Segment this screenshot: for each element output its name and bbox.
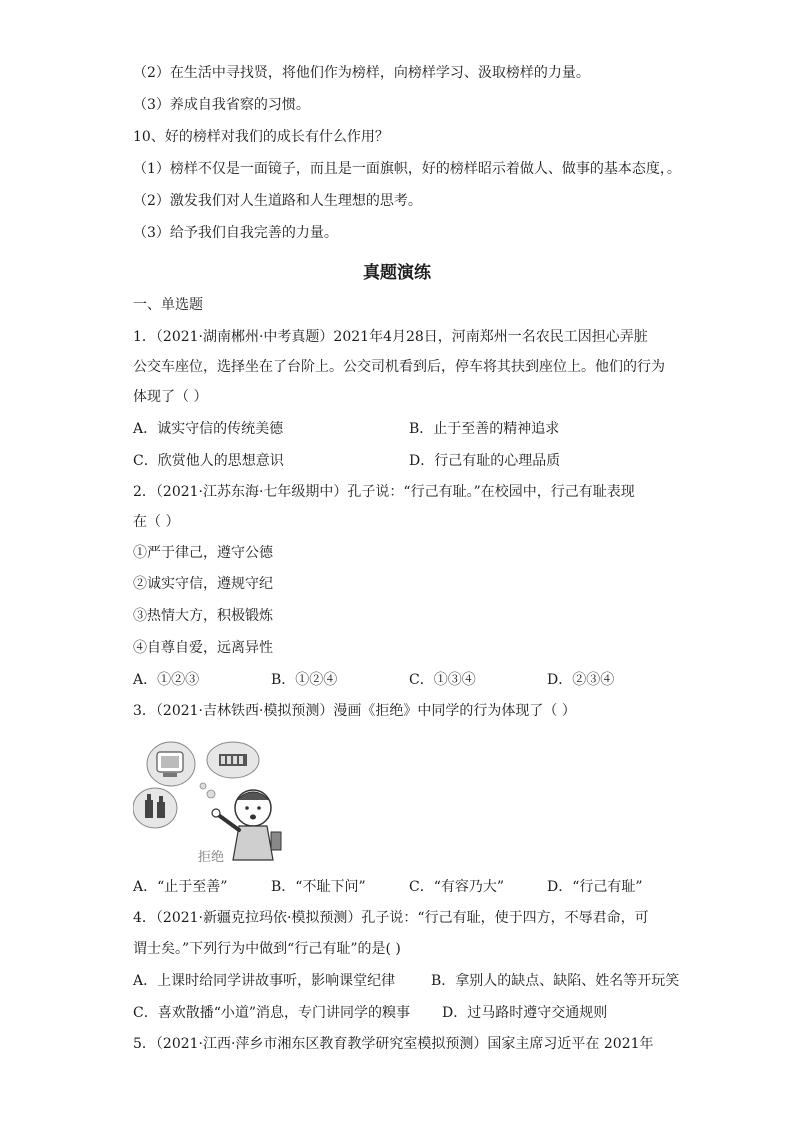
q1-option-b: B．止于至善的精神追求: [409, 421, 560, 437]
q4-option-d: D．过马路时遵守交通规则: [442, 1005, 608, 1021]
q2-item-1: ①严于律己，遵守公德: [133, 545, 273, 561]
q5-stem-1: 5．（2021·江西·萍乡市湘东区教育教学研究室模拟预测）国家主席习近平在 2021年: [133, 1036, 654, 1052]
q1-stem-3: 体现了（ ）: [133, 389, 208, 405]
q4-stem-1: 4．（2021·新疆克拉玛依·模拟预测）孔子说：“行己有耻，使于四方，不辱君命，可: [133, 910, 649, 926]
q1-option-d: D．行己有耻的心理品质: [409, 453, 561, 469]
q4-option-c: C．喜欢散播“小道”消息，专门讲同学的糗事: [133, 1005, 411, 1021]
line-6: （3）给予我们自我完善的力量。: [133, 225, 338, 241]
q4-option-b: B．拿别人的缺点、缺陷、姓名等开玩笑: [431, 973, 680, 989]
cartoon-caption: 拒绝: [198, 850, 225, 865]
q3-stem: 3．（2021·吉林铁西·模拟预测）漫画《拒绝》中同学的行为体现了（ ）: [133, 703, 576, 719]
line-1: （2）在生活中寻找贤，将他们作为榜样，向榜样学习、汲取榜样的力量。: [133, 65, 590, 81]
question-10: 10、好的榜样对我们的成长有什么作用？: [133, 129, 389, 145]
q2-option-c: C．①③④: [409, 672, 476, 688]
q3-option-c: C．“有容乃大”: [409, 879, 505, 895]
section-title: 真题演练: [363, 263, 431, 283]
section-label: 一、单选题: [133, 297, 203, 313]
q4-option-a: A．上课时给同学讲故事听，影响课堂纪律: [133, 973, 396, 989]
q2-stem-1: 2．（2021·江苏东海·七年级期中）孔子说：“行己有耻。”在校园中，行己有耻表现: [133, 484, 635, 500]
line-4: （1）榜样不仅是一面镜子，而且是一面旗帜，好的榜样昭示着做人、做事的基本态度，。: [133, 161, 681, 177]
q2-item-2: ②诚实守信，遵规守纪: [133, 576, 273, 592]
q2-item-4: ④自尊自爱，远离异性: [133, 640, 273, 656]
q1-option-c: C．欣赏他人的思想意识: [133, 453, 284, 469]
line-5: （2）激发我们对人生道路和人生理想的思考。: [133, 193, 422, 209]
q2-option-a: A．①②③: [133, 672, 200, 688]
q2-stem-2: 在（ ）: [133, 514, 180, 530]
q3-option-a: A．“止于至善”: [133, 879, 228, 895]
q3-option-d: D．“行己有耻”: [547, 879, 643, 895]
q4-stem-2: 谓士矣。”下列行为中做到“行己有耻”的是( ): [133, 941, 401, 957]
q1-option-a: A．诚实守信的传统美德: [133, 421, 284, 437]
line-2: （3）养成自我省察的习惯。: [133, 97, 310, 113]
q1-stem-2: 公交车座位，选择坐在了台阶上。公交司机看到后，停车将其扶到座位上。他们的行为: [133, 359, 665, 375]
q2-option-d: D．②③④: [547, 672, 615, 688]
q3-option-b: B．“不耻下问”: [271, 879, 366, 895]
q1-stem-1: 1．（2021·湖南郴州·中考真题）2021年4月28日，河南郑州一名农民工因担心弄脏: [133, 329, 648, 345]
q2-item-3: ③热情大方，积极锻炼: [133, 608, 273, 624]
q2-option-b: B．①②④: [271, 672, 338, 688]
